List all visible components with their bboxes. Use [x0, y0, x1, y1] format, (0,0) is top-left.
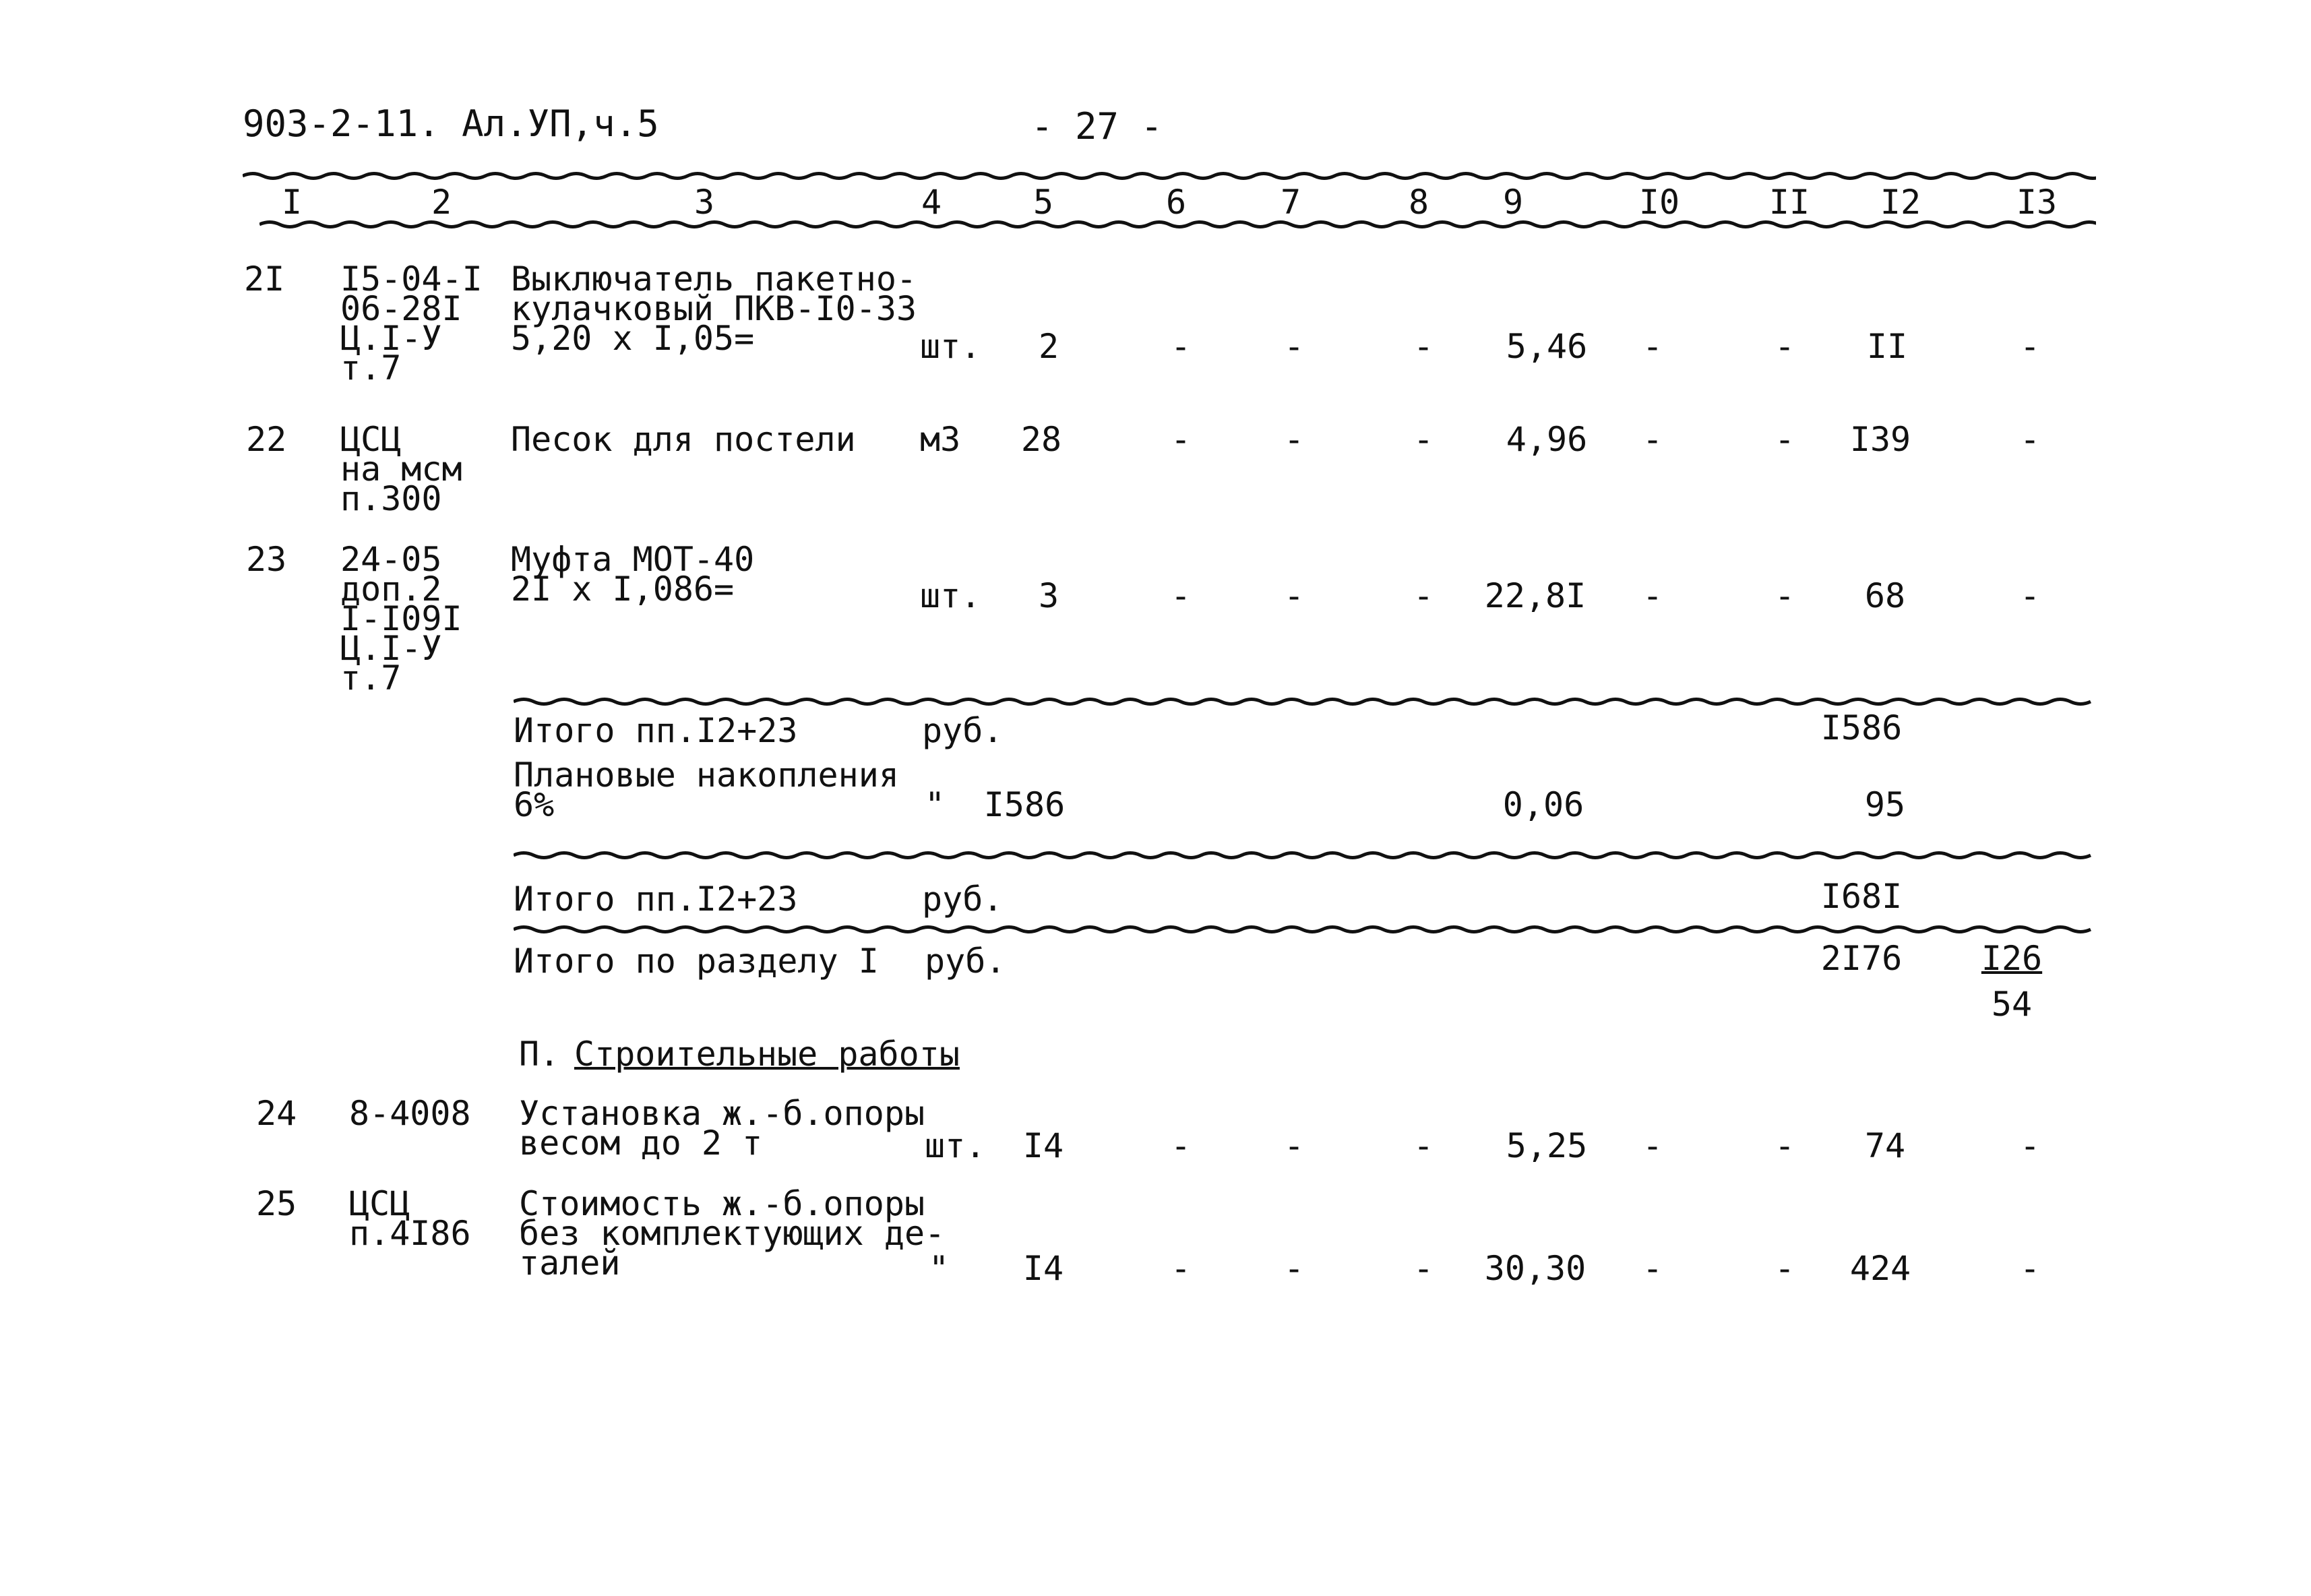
- cell-col7: -: [1283, 1249, 1305, 1288]
- cell-col11: -: [1774, 576, 1795, 615]
- subtotal-label: Итого пп.I2+23: [514, 880, 798, 919]
- cell-col8: -: [1413, 1249, 1434, 1288]
- header-top-rule: [243, 171, 2096, 181]
- cell-col11: -: [1774, 1249, 1795, 1288]
- cell-col11: -: [1774, 327, 1795, 366]
- row-number: 24: [256, 1094, 297, 1133]
- section-total-label: Итого по разделу I: [514, 942, 879, 981]
- cell-col8: -: [1413, 327, 1434, 366]
- unit-price: 5,46: [1506, 327, 1588, 366]
- subtotal-value: I586: [1820, 708, 1903, 747]
- rate-code-line: 24-05: [340, 540, 442, 579]
- cell-col6: -: [1170, 1126, 1192, 1165]
- column-header: I0: [1638, 183, 1680, 222]
- cell-col7: -: [1283, 576, 1305, 615]
- total-cost: I39: [1849, 420, 1911, 459]
- cell-col10: -: [1642, 576, 1663, 615]
- subtotal-value: I68I: [1820, 877, 1903, 916]
- rate-code-line: доп.2: [340, 570, 442, 609]
- rate-code-line: 8-4008: [349, 1094, 471, 1133]
- planned-savings-value: 95: [1864, 785, 1906, 824]
- column-header: I3: [2016, 183, 2058, 222]
- unit-price: 4,96: [1506, 420, 1588, 459]
- cell-col7: -: [1283, 327, 1305, 366]
- total-cost: 424: [1849, 1249, 1911, 1288]
- item-name-line: Песок для постели: [511, 420, 856, 459]
- header-bottom-rule: [259, 220, 2096, 229]
- rate-code-line: I-I09I: [340, 599, 462, 638]
- document-code: 903-2-11. Ал.УП,ч.5: [243, 102, 659, 145]
- rate-code-line: Ц.I-У: [340, 629, 442, 668]
- column-header: 4: [921, 183, 942, 222]
- total-cost: 68: [1864, 576, 1906, 615]
- planned-savings-rate: 0,06: [1502, 785, 1584, 824]
- column-header: I2: [1880, 183, 1921, 222]
- column-header: 7: [1280, 183, 1301, 222]
- cell-col8: -: [1413, 1126, 1434, 1165]
- quantity: 2: [1038, 327, 1059, 366]
- cell-col13: -: [2019, 576, 2041, 615]
- section-total-c13-top: I26: [1981, 939, 2043, 978]
- cell-col6: -: [1170, 576, 1192, 615]
- item-name-line: 5,20 х I,05=: [511, 319, 755, 358]
- unit: шт.: [920, 576, 981, 615]
- page-number: - 27 -: [1031, 105, 1163, 148]
- cell-col10: -: [1642, 1249, 1663, 1288]
- column-header: 6: [1165, 183, 1187, 222]
- column-header: 9: [1502, 183, 1524, 222]
- unit-price: 5,25: [1506, 1126, 1588, 1165]
- item-name-line: весом до 2 т: [519, 1124, 763, 1163]
- rate-code-line: т.7: [340, 658, 402, 698]
- ditto-mark: ": [929, 1249, 950, 1288]
- planned-savings-base: I586: [983, 785, 1066, 824]
- subtotal-rule: [514, 851, 2096, 860]
- row-number: 2I: [244, 259, 285, 299]
- ditto-mark: ": [925, 785, 946, 824]
- planned-savings-label: Плановые накопления: [514, 756, 899, 795]
- item-name-line: 2I х I,086=: [511, 570, 735, 609]
- section-number: П.: [519, 1035, 560, 1074]
- column-header: II: [1768, 183, 1810, 222]
- column-header: 8: [1408, 183, 1429, 222]
- column-header: 5: [1033, 183, 1054, 222]
- cell-col8: -: [1413, 420, 1434, 459]
- unit-price: 30,30: [1484, 1249, 1586, 1288]
- unit: м3: [920, 420, 961, 459]
- cell-col6: -: [1170, 1249, 1192, 1288]
- rate-code-line: 06-28I: [340, 289, 462, 328]
- rate-code-line: п.4I86: [349, 1214, 471, 1253]
- column-header: 2: [431, 183, 452, 222]
- rate-code-line: на мсм: [340, 450, 462, 489]
- total-cost: II: [1866, 327, 1908, 366]
- item-name-line: кулачковый ПКВ-I0-33: [511, 289, 917, 328]
- cell-col6: -: [1170, 420, 1192, 459]
- rate-code-line: п.300: [340, 479, 442, 518]
- cell-col6: -: [1170, 327, 1192, 366]
- rate-code-line: т.7: [340, 348, 402, 388]
- column-header: I: [281, 183, 303, 222]
- row-number: 25: [256, 1184, 297, 1223]
- cell-col10: -: [1642, 327, 1663, 366]
- row-number: 22: [246, 420, 287, 459]
- planned-savings-label: 6%: [514, 785, 555, 824]
- rate-code-line: ЦСЦ: [340, 420, 402, 459]
- section-total-c13-bottom: 54: [1991, 985, 2033, 1024]
- rate-code-line: ЦСЦ: [349, 1184, 410, 1223]
- subtotal-unit: руб.: [922, 880, 1004, 919]
- item-name-line: талей: [519, 1244, 621, 1283]
- cell-col13: -: [2019, 1249, 2041, 1288]
- section-total-unit: руб.: [925, 942, 1006, 981]
- cell-col13: -: [2019, 1126, 2041, 1165]
- cell-col8: -: [1413, 576, 1434, 615]
- column-header: 3: [694, 183, 715, 222]
- subtotal-rule: [514, 925, 2096, 934]
- quantity: 28: [1020, 420, 1062, 459]
- total-cost: 74: [1864, 1126, 1906, 1165]
- subtotal-unit: руб.: [922, 711, 1004, 750]
- section-total-value: 2I76: [1820, 939, 1903, 978]
- item-name-line: Установка ж.-б.опоры: [519, 1094, 925, 1133]
- unit: шт.: [925, 1126, 986, 1165]
- cell-col10: -: [1642, 420, 1663, 459]
- cell-col10: -: [1642, 1126, 1663, 1165]
- item-name-line: Выключатель пакетно-: [511, 259, 917, 299]
- row-number: 23: [246, 540, 287, 579]
- quantity: I4: [1022, 1249, 1064, 1288]
- item-name-line: Стоимость ж.-б.опоры: [519, 1184, 925, 1223]
- item-name-line: без комплектующих де-: [519, 1214, 946, 1253]
- section-title: Строительные работы: [574, 1035, 960, 1074]
- cell-col13: -: [2019, 420, 2041, 459]
- quantity: I4: [1022, 1126, 1064, 1165]
- cell-col11: -: [1774, 1126, 1795, 1165]
- cell-col7: -: [1283, 420, 1305, 459]
- rate-code-line: Ц.I-У: [340, 319, 442, 358]
- unit-price: 22,8I: [1484, 576, 1586, 615]
- subtotal-label: Итого пп.I2+23: [514, 711, 798, 750]
- cell-col11: -: [1774, 420, 1795, 459]
- cell-col13: -: [2019, 327, 2041, 366]
- rate-code-line: I5-04-I: [340, 259, 483, 299]
- item-name-line: Муфта МОТ-40: [511, 540, 755, 579]
- unit: шт.: [920, 327, 981, 366]
- quantity: 3: [1038, 576, 1059, 615]
- subtotal-rule: [514, 697, 2096, 706]
- cell-col7: -: [1283, 1126, 1305, 1165]
